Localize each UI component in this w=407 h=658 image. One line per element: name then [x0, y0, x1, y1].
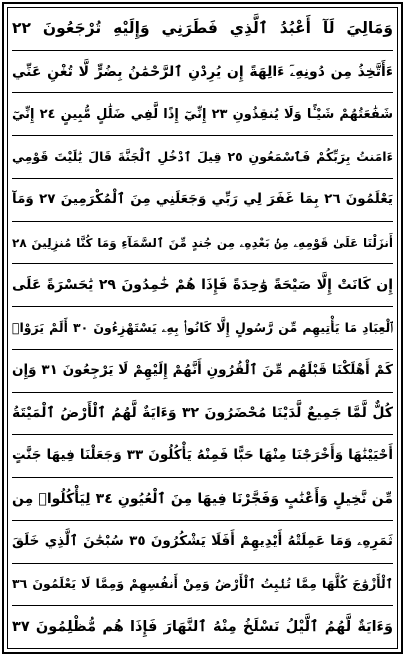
verse-line: [12, 606, 393, 648]
verse-line-text: كُلٌّ لَّمَّا جَمِيعٌ لَّدَيْنَا مُحْضَرُونَ ٣٢ وَءَايَةٌ لَّهُمُ ٱلْأَرْضُ ٱلْمَيْتَةُ: [12, 405, 393, 422]
verse-line: [12, 393, 393, 436]
verse-line-text: كَمْ أَهْلَكْنَا قَبْلَهُم مِّنَ ٱلْقُرُونِ أَنَّهُمْ إِلَيْهِمْ لَا يَرْجِعُونَ ٣١ وَإِن: [12, 361, 393, 378]
verse-line-text: ٱلْأَزْوَٰجَ كُلَّهَا مِمَّا تُنۢبِتُ ٱلْأَرْضُ وَمِنْ أَنفُسِهِمْ وَمِمَّا لَا يَعْلَمُونَ ٣٦: [12, 576, 393, 592]
verse-line-text: وَمَالِيَ لَآ أَعْبُدُ ٱلَّذِي فَطَرَنِي وَإِلَيْهِ تُرْجَعُونَ ٢٢: [12, 19, 393, 38]
verse-line-text: مِّن نَّخِيلٍ وَأَعْنَٰبٍ وَفَجَّرْنَا فِيهَا مِنَ ٱلْعُيُونِ ٣٤ لِيَأْكُلُوا۟ مِن: [12, 490, 393, 507]
verse-line-text: يَعْلَمُونَ ٢٦ بِمَا غَفَرَ لِي رَبِّي وَجَعَلَنِي مِنَ ٱلْمُكْرَمِينَ ٢٧ وَمَآ: [12, 191, 393, 208]
verse-line-text: ءَامَنتُ بِرَبِّكُمْ فَٱسْمَعُونِ ٢٥ قِيلَ ٱدْخُلِ ٱلْجَنَّةَ قَالَ يَٰلَيْتَ قَوْمِي: [12, 148, 393, 164]
verse-line: [12, 350, 393, 393]
verse-line: [12, 564, 393, 607]
verse-line: [12, 264, 393, 307]
verse-line: [12, 478, 393, 521]
verse-line-text: إِن كَانَتْ إِلَّا صَيْحَةً وَٰحِدَةً فَإِذَا هُمْ خَٰمِدُونَ ٢٩ يَٰحَسْرَةً عَلَى: [12, 277, 393, 294]
mushaf-text-frame: [7, 7, 398, 649]
verse-line: [12, 222, 393, 265]
verse-line: [12, 307, 393, 350]
verse-line-text: ثَمَرِهِۦ وَمَا عَمِلَتْهُ أَيْدِيهِمْ أَفَلَا يَشْكُرُونَ ٣٥ سُبْحَٰنَ ٱلَّذِي خَلَقَ: [12, 532, 393, 549]
verse-line: [12, 93, 393, 136]
verse-line-text: شَفَٰعَتُهُمْ شَيْـًٔا وَلَا يُنقِذُونِ ٢٣ إِنِّيٓ إِذًا لَّفِي ضَلَٰلٍ مُّبِينٍ ٢٤ إِنِّيٓ: [12, 106, 393, 122]
verse-line-text: أَحْيَيْنَٰهَا وَأَخْرَجْنَا مِنْهَا حَبًّا فَمِنْهُ يَأْكُلُونَ ٣٣ وَجَعَلْنَا فِيهَا جَنَّٰتٍ: [12, 447, 393, 464]
verse-line-text: ٱلْعِبَادِ مَا يَأْتِيهِم مِّن رَّسُولٍ إِلَّا كَانُوا۟ بِهِۦ يَسْتَهْزِءُونَ ٣٠ أَلَمْ يَرَوْا۟: [12, 319, 393, 335]
verse-line: [12, 521, 393, 564]
verse-line: [12, 8, 393, 51]
verse-line: [12, 179, 393, 222]
verse-line-text: ءَأَتَّخِذُ مِن دُونِهِۦٓ ءَالِهَةً إِن يُرِدْنِ ٱلرَّحْمَٰنُ بِضُرٍّ لَّا تُغْنِ عَنِّي: [12, 63, 393, 80]
verse-line: [12, 51, 393, 94]
verse-line-text: وَءَايَةٌ لَّهُمُ ٱلَّيْلُ نَسْلَخُ مِنْهُ ٱلنَّهَارَ فَإِذَا هُم مُّظْلِمُونَ ٣٧: [12, 618, 393, 635]
verse-line: [12, 435, 393, 478]
verse-lines: [12, 8, 393, 648]
verse-line: [12, 136, 393, 179]
verse-line-text: أَنزَلْنَا عَلَىٰ قَوْمِهِۦ مِنۢ بَعْدِهِۦ مِن جُندٍ مِّنَ ٱلسَّمَآءِ وَمَا كُنَّا مُنزِلِينَ ٢٨: [12, 235, 393, 250]
mushaf-page-frame: [2, 2, 403, 654]
